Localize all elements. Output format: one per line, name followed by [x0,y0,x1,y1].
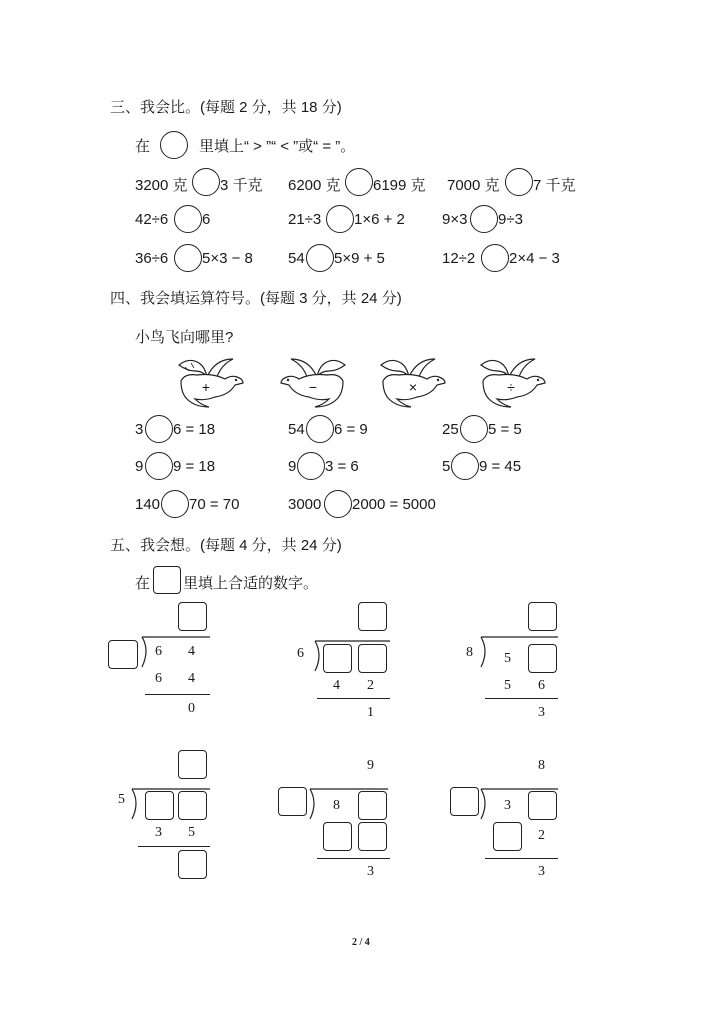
remainder: 0 [188,701,195,716]
product-digit: 4 [333,678,340,693]
equation-left: 9 [288,458,297,475]
divisor-box[interactable] [108,640,138,669]
bird-operator: × [408,379,418,395]
dividend-box[interactable] [145,791,174,820]
remainder-box[interactable] [178,850,207,879]
bird-operator: − [308,379,318,395]
equation-left: 3000 [288,496,322,513]
compare-right: 3 千克 [220,177,263,194]
product-box[interactable] [358,822,387,851]
equation-left: 140 [135,496,161,513]
compare-left: 9×3 [442,211,468,228]
quotient-box[interactable] [358,602,387,631]
dividend-digit: 4 [188,644,195,659]
dividend-digit: 8 [333,798,340,813]
product-digit: 5 [504,678,511,693]
equation-left: 3 [135,421,144,438]
product-box[interactable] [323,822,352,851]
equation-right: 3 = 6 [325,458,359,475]
compare-right: 1×6 + 2 [354,211,405,228]
equation-left: 54 [288,421,305,438]
bird-operator: + [201,379,211,395]
equation-right: 5 = 5 [488,421,522,438]
dividend-box[interactable] [528,791,557,820]
compare-left: 21÷3 [288,211,322,228]
remainder: 3 [538,705,545,720]
compare-left: 12÷2 [442,250,476,267]
divisor-box[interactable] [450,787,479,816]
divisor: 6 [297,646,304,661]
equation-right: 6 = 9 [334,421,368,438]
instruction-prefix: 在 [135,575,151,592]
section5-title: 五、我会想。(每题 4 分，共 24 分) [110,537,342,554]
equation-right: 2000 = 5000 [352,496,436,513]
compare-left: 54 [288,250,305,267]
instruction-prefix: 在 [135,138,151,155]
subtraction-line [485,698,558,699]
subtraction-line [317,698,390,699]
remainder: 3 [538,864,545,879]
compare-right: 5×9 + 5 [334,250,385,267]
product-digit: 6 [538,678,545,693]
equation-left: 5 [442,458,451,475]
dividend-box[interactable] [528,644,557,673]
product-digit: 3 [155,825,162,840]
page-number: 2 / 4 [352,937,370,948]
dividend-box[interactable] [323,644,352,673]
bird-question: 小鸟飞向哪里? [135,329,234,346]
subtraction-line [485,858,558,859]
dividend-digit: 3 [504,798,511,813]
equation-right: 6 = 18 [173,421,216,438]
compare-right: 2×4 − 3 [509,250,560,267]
compare-left: 36÷6 [135,250,169,267]
product-box[interactable] [493,822,522,851]
compare-left: 7000 克 [447,177,500,194]
quotient-box[interactable] [528,602,557,631]
section4-title: 四、我会填运算符号。(每题 3 分，共 24 分) [110,290,402,307]
product-digit: 2 [367,678,374,693]
equation-left: 9 [135,458,144,475]
compare-left: 6200 克 [288,177,341,194]
divisor-box[interactable] [278,787,307,816]
product-digit: 6 [155,671,162,686]
product-digit: 4 [188,671,195,686]
subtraction-line [138,846,210,847]
quotient: 9 [367,758,374,773]
dividend-box[interactable] [358,644,387,673]
dividend-box[interactable] [358,791,387,820]
equation-left: 25 [442,421,459,438]
dividend-digit: 5 [504,651,511,666]
equation-right: 9 = 18 [173,458,216,475]
subtraction-line [145,694,210,695]
compare-right: 7 千克 [533,177,576,194]
compare-right: 6199 克 [373,177,426,194]
dividend-digit: 6 [155,644,162,659]
remainder: 1 [367,705,374,720]
equation-right: 9 = 45 [479,458,522,475]
product-digit: 2 [538,828,545,843]
instruction-text: 里填上“ > ”“ < ”或“ = ”。 [199,138,356,155]
equation-right: 70 = 70 [189,496,240,513]
dividend-box[interactable] [178,791,207,820]
bird-operator: ÷ [507,379,515,395]
quotient-box[interactable] [178,750,207,779]
compare-left: 3200 克 [135,177,188,194]
product-digit: 5 [188,825,195,840]
compare-right: 9÷3 [498,211,523,228]
quotient: 8 [538,758,545,773]
remainder: 3 [367,864,374,879]
compare-right: 5×3 − 8 [202,250,253,267]
instruction-text: 里填上合适的数字。 [183,575,319,592]
quotient-box[interactable] [178,602,207,631]
section3-title: 三、我会比。(每题 2 分，共 18 分) [110,99,342,116]
divisor: 5 [118,792,125,807]
subtraction-line [317,858,390,859]
compare-left: 42÷6 [135,211,169,228]
divisor: 8 [466,645,473,660]
compare-right: 6 [202,211,211,228]
